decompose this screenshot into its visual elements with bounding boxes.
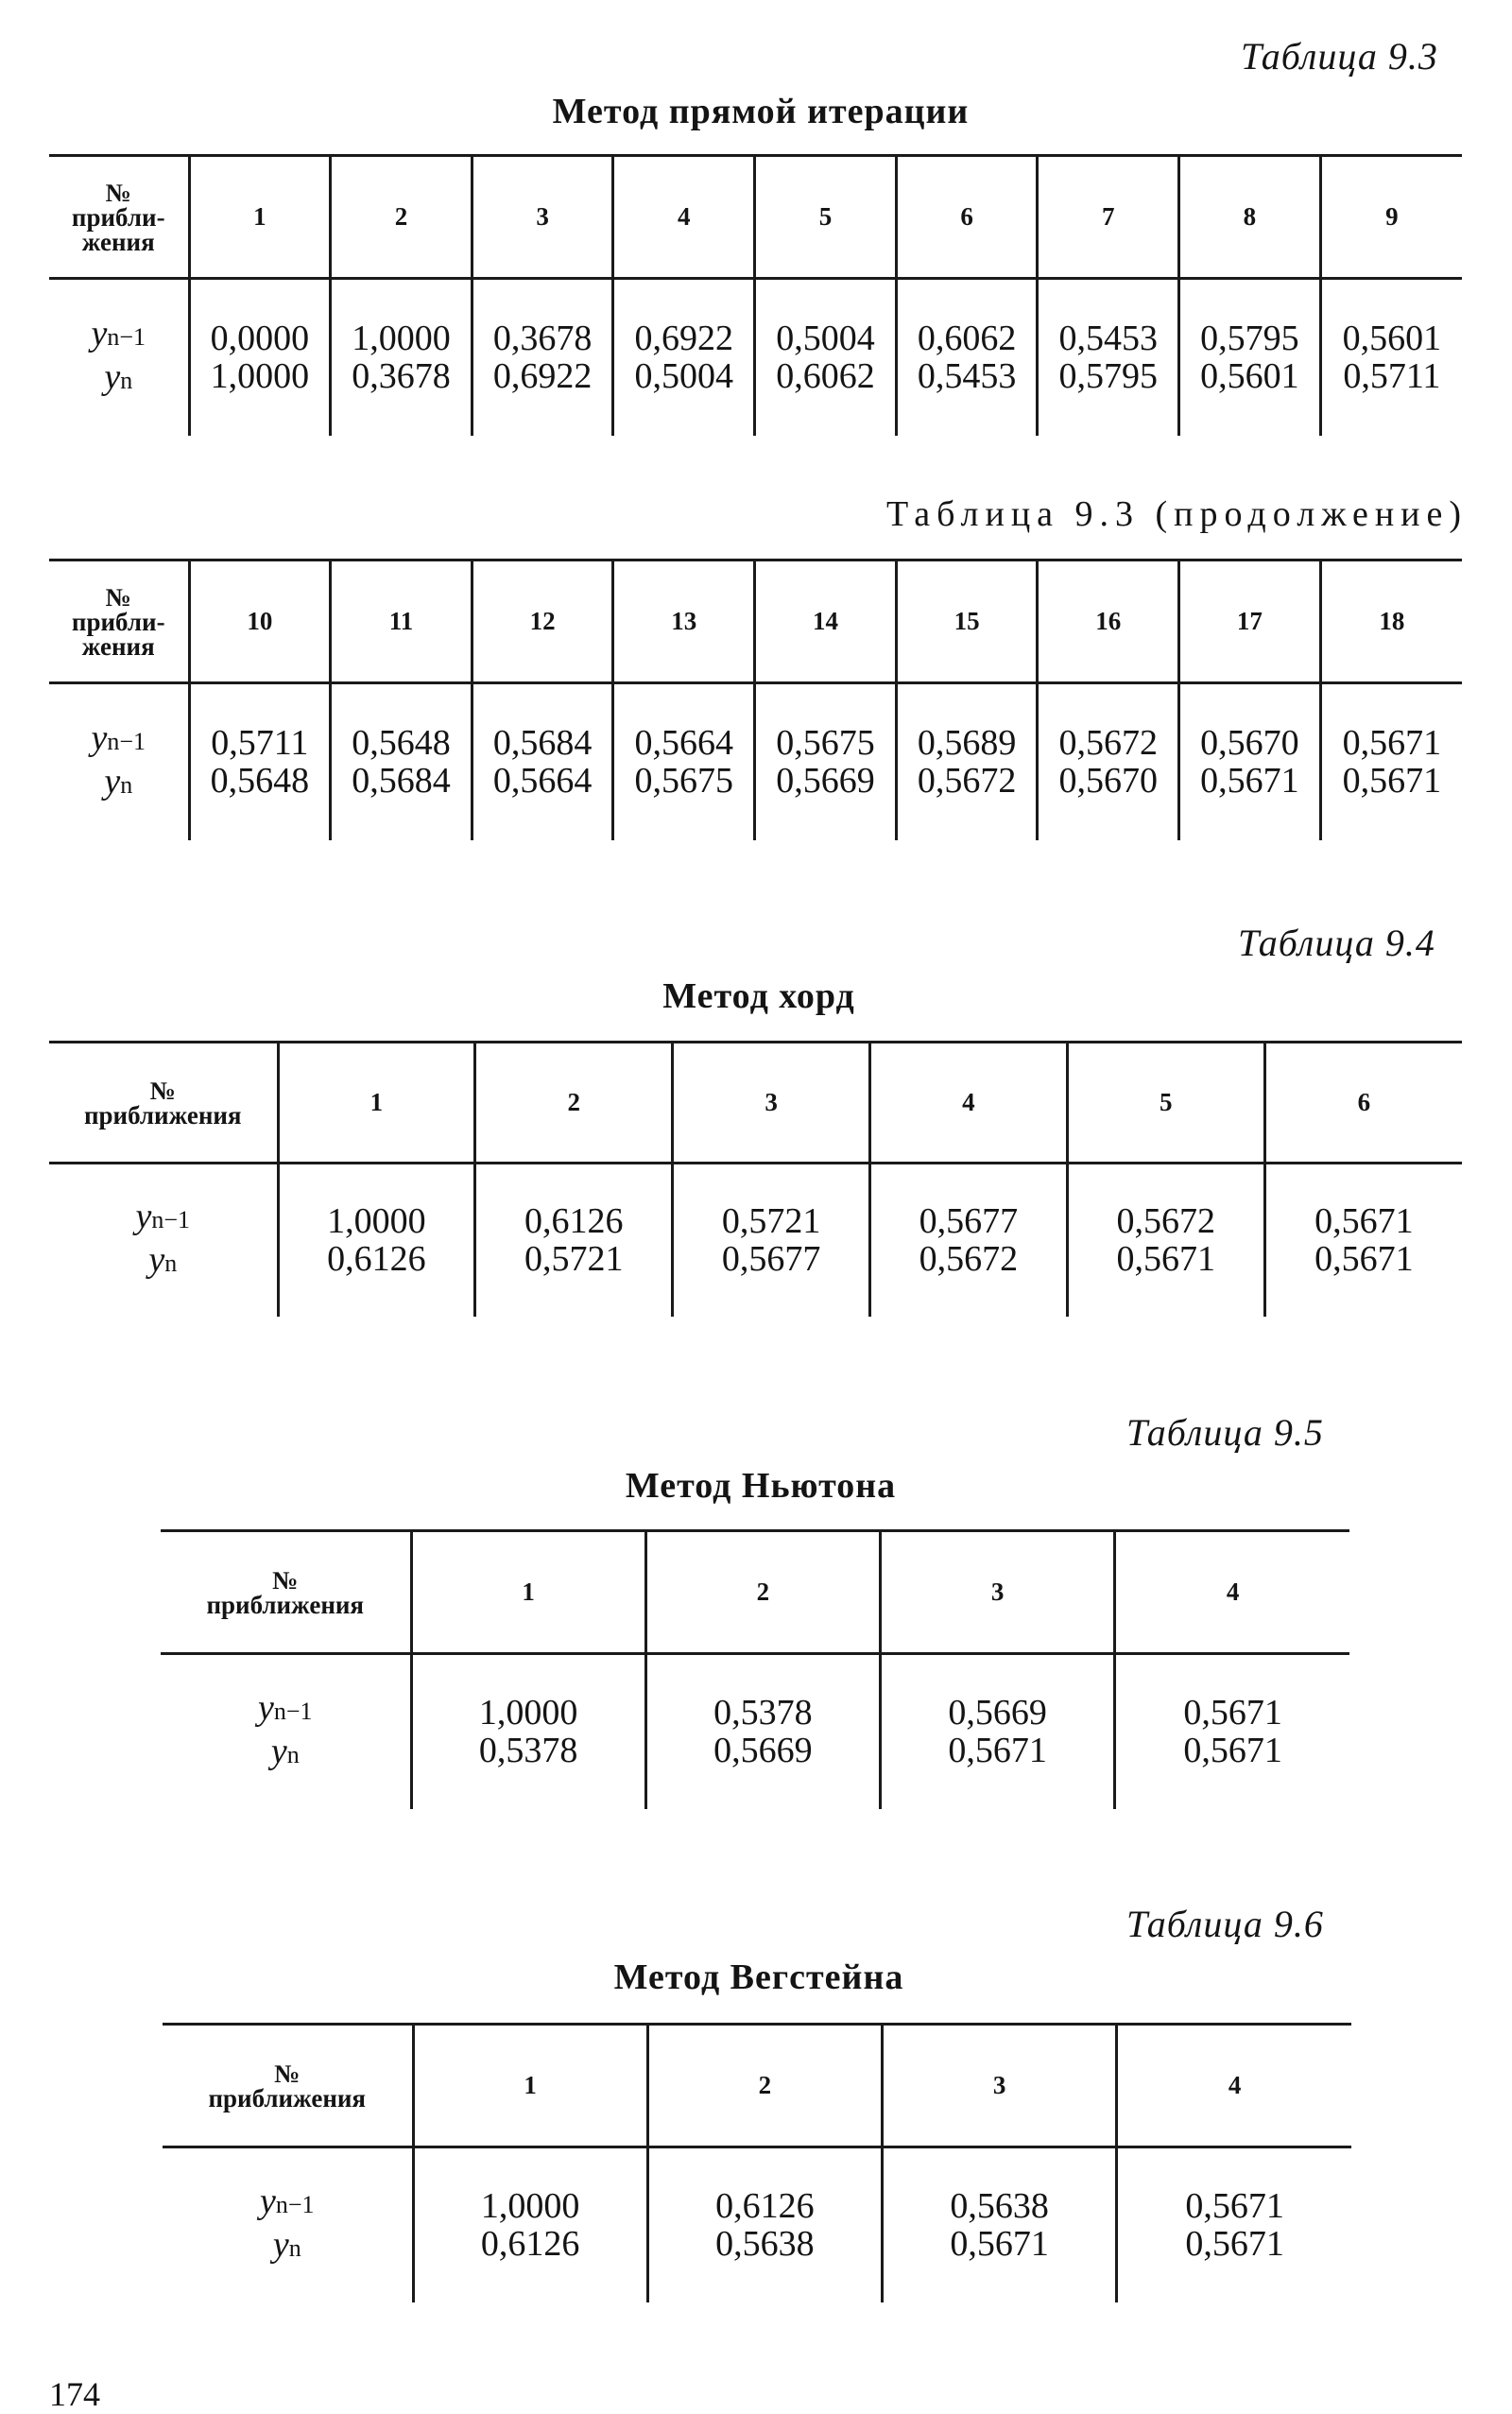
value-cur: 0,5721	[524, 1239, 624, 1280]
header-label-line: №	[149, 1076, 176, 1105]
value-cell	[413, 2147, 647, 2302]
value-cur: 0,5648	[210, 761, 310, 802]
row-label-symbol: y	[259, 2181, 276, 2222]
value-cur: 0,5684	[352, 761, 451, 802]
value-cell	[1179, 683, 1321, 840]
header-label-line: жения	[81, 227, 155, 256]
column-number: 4	[613, 156, 755, 279]
row-label	[161, 1732, 410, 1775]
header-label-line: приближения	[208, 2083, 367, 2112]
value-cur: 0,5638	[715, 2224, 815, 2265]
value-cell	[613, 683, 755, 840]
row-label-subscript: n	[120, 367, 133, 395]
header-label	[49, 560, 189, 683]
column-number: 3	[883, 2025, 1117, 2147]
value-cur: 0,5795	[1058, 356, 1159, 397]
value-cur: 0,6126	[480, 2224, 580, 2265]
value-cell	[755, 279, 897, 436]
column-number: 3	[673, 1043, 870, 1164]
value-prev: 0,5004	[776, 319, 875, 359]
value-cell	[645, 1654, 880, 1809]
value-cur: 0,5672	[917, 761, 1017, 802]
column-number: 18	[1320, 560, 1462, 683]
column-number: 1	[411, 1531, 645, 1654]
header-label	[163, 2025, 413, 2147]
row-label-subscript: n	[164, 1250, 178, 1278]
table-caption: Таблица 9.4	[1238, 922, 1435, 964]
value-cur: 0,5378	[478, 1731, 578, 1771]
row-label-subscript: n	[120, 771, 133, 800]
column-number: 14	[755, 560, 897, 683]
header-label	[49, 1043, 278, 1164]
value-prev: 0,5648	[352, 723, 451, 764]
value-cur: 0,5670	[1058, 761, 1159, 802]
column-number: 1	[189, 156, 331, 279]
column-number: 16	[1038, 560, 1179, 683]
row-label	[49, 718, 188, 762]
table-direct-iteration-continued	[49, 559, 1462, 840]
value-cur: 0,5671	[1185, 2224, 1284, 2265]
header-label-line: приближения	[206, 1590, 365, 1619]
value-cell	[278, 1164, 475, 1317]
value-cur: 0,5671	[1314, 1239, 1414, 1280]
table-title: Метод Вегстейна	[613, 1957, 904, 1997]
row-label-subscript: n−1	[107, 728, 146, 756]
value-prev: 0,5711	[211, 723, 309, 764]
row-label	[49, 357, 188, 401]
value-cur: 0,5711	[1343, 356, 1441, 397]
value-cell	[189, 683, 331, 840]
row-label-symbol: y	[135, 1197, 152, 1237]
value-prev: 0,6126	[524, 1201, 624, 1242]
header-label-line: прибли-	[71, 202, 165, 232]
value-cell	[896, 279, 1038, 436]
header-label-line: прибли-	[71, 607, 165, 636]
row-label	[163, 2181, 412, 2225]
column-number: 2	[475, 1043, 673, 1164]
column-number: 13	[613, 560, 755, 683]
value-prev: 0,5677	[919, 1201, 1019, 1242]
row-label	[163, 2225, 412, 2268]
value-cell	[331, 279, 472, 436]
value-cur: 0,5671	[950, 2224, 1049, 2265]
column-number: 1	[413, 2025, 647, 2147]
table-chord-method	[49, 1041, 1462, 1317]
value-prev: 1,0000	[352, 319, 451, 359]
value-prev: 0,5378	[713, 1693, 813, 1733]
value-cell	[475, 1164, 673, 1317]
value-prev: 0,5721	[721, 1201, 821, 1242]
value-cell	[472, 683, 613, 840]
value-prev: 0,5795	[1200, 319, 1299, 359]
table-caption: Таблица 9.3 (продолжение)	[886, 494, 1469, 534]
value-prev: 0,5671	[1185, 2186, 1284, 2227]
value-cur: 0,3678	[352, 356, 451, 397]
table-direct-iteration	[49, 154, 1462, 436]
row-labels	[163, 2147, 413, 2302]
value-cell	[647, 2147, 882, 2302]
value-cur: 0,5671	[1116, 1239, 1215, 1280]
column-number: 11	[331, 560, 472, 683]
value-cell	[472, 279, 613, 436]
column-number: 15	[896, 560, 1038, 683]
value-prev: 0,5671	[1342, 723, 1442, 764]
value-cell	[755, 683, 897, 840]
value-prev: 0,5670	[1200, 723, 1299, 764]
row-label-subscript: n−1	[273, 1698, 313, 1726]
value-cur: 0,5669	[713, 1731, 813, 1771]
value-prev: 0,5671	[1314, 1201, 1414, 1242]
value-prev: 0,5675	[776, 723, 875, 764]
column-number: 7	[1038, 156, 1179, 279]
column-number: 2	[645, 1531, 880, 1654]
value-cur: 0,5677	[721, 1239, 821, 1280]
row-label-subscript: n−1	[275, 2191, 315, 2219]
value-cell	[1179, 279, 1321, 436]
table-wegstein-method	[163, 2023, 1351, 2302]
table-caption: Таблица 9.6	[1126, 1903, 1324, 1945]
table-caption: Таблица 9.5	[1126, 1411, 1324, 1454]
column-number: 10	[189, 560, 331, 683]
row-label	[49, 1197, 277, 1240]
column-number: 2	[647, 2025, 882, 2147]
value-prev: 0,5689	[917, 723, 1017, 764]
value-cell	[1320, 279, 1462, 436]
value-cur: 0,5664	[492, 761, 593, 802]
value-cur: 0,5675	[634, 761, 734, 802]
value-cur: 0,6922	[492, 356, 593, 397]
header-label-line: №	[274, 2059, 301, 2088]
row-label-symbol: y	[91, 718, 108, 759]
row-label-symbol: y	[104, 357, 121, 398]
value-cell	[331, 683, 472, 840]
header-label-line: №	[105, 178, 131, 207]
column-number: 6	[896, 156, 1038, 279]
row-label-symbol: y	[104, 762, 121, 802]
value-prev: 0,3678	[492, 319, 593, 359]
column-number: 3	[472, 156, 613, 279]
value-prev: 0,5453	[1058, 319, 1159, 359]
value-cell	[613, 279, 755, 436]
value-cur: 0,5004	[634, 356, 734, 397]
value-cur: 1,0000	[210, 356, 310, 397]
column-number: 4	[1117, 2025, 1351, 2147]
value-cell	[189, 279, 331, 436]
value-cell	[1264, 1164, 1462, 1317]
value-prev: 1,0000	[478, 1693, 578, 1733]
value-cur: 0,5669	[776, 761, 875, 802]
value-cell	[869, 1164, 1067, 1317]
table-caption: Таблица 9.3	[1241, 35, 1438, 78]
value-prev: 0,6062	[917, 319, 1017, 359]
value-prev: 0,0000	[210, 319, 310, 359]
header-label-line: приближения	[83, 1100, 242, 1129]
column-number: 4	[869, 1043, 1067, 1164]
row-label-symbol: y	[270, 1732, 287, 1772]
header-label-line: №	[105, 582, 131, 612]
value-prev: 0,6922	[634, 319, 734, 359]
table-title: Метод хорд	[662, 976, 855, 1016]
row-labels	[49, 683, 189, 840]
value-cell	[1115, 1654, 1349, 1809]
value-prev: 0,6126	[715, 2186, 815, 2227]
table-title: Метод прямой итерации	[552, 92, 970, 131]
column-number: 8	[1179, 156, 1321, 279]
column-number: 12	[472, 560, 613, 683]
column-number: 1	[278, 1043, 475, 1164]
value-prev: 1,0000	[480, 2186, 580, 2227]
value-cur: 0,5672	[919, 1239, 1019, 1280]
value-prev: 0,5669	[948, 1693, 1047, 1733]
value-cell	[411, 1654, 645, 1809]
table-title: Метод Ньютона	[625, 1466, 897, 1506]
value-prev: 1,0000	[327, 1201, 426, 1242]
value-prev: 0,5601	[1342, 319, 1442, 359]
value-cur: 0,5671	[948, 1731, 1047, 1771]
row-labels	[161, 1654, 411, 1809]
row-label-symbol: y	[91, 314, 108, 354]
header-label	[49, 156, 189, 279]
value-cell	[1038, 279, 1179, 436]
value-cell	[883, 2147, 1117, 2302]
column-number: 4	[1115, 1531, 1349, 1654]
value-cur: 0,5601	[1200, 356, 1299, 397]
row-label-subscript: n	[288, 2234, 301, 2263]
column-number: 17	[1179, 560, 1321, 683]
value-cell	[673, 1164, 870, 1317]
column-number: 2	[331, 156, 472, 279]
value-prev: 0,5672	[1058, 723, 1159, 764]
column-number: 5	[755, 156, 897, 279]
value-cell	[881, 1654, 1115, 1809]
row-label-symbol: y	[257, 1688, 274, 1729]
value-prev: 0,5638	[950, 2186, 1049, 2227]
value-cur: 0,5671	[1342, 761, 1442, 802]
header-label-line: №	[272, 1565, 299, 1595]
row-label-symbol: y	[272, 2225, 289, 2266]
row-label-subscript: n−1	[151, 1206, 191, 1234]
value-cur: 0,6126	[327, 1239, 426, 1280]
header-label-line: жения	[81, 631, 155, 661]
page-number: 174	[49, 2375, 100, 2413]
value-cell	[1038, 683, 1179, 840]
row-labels	[49, 1164, 278, 1317]
value-prev: 0,5684	[492, 723, 593, 764]
row-label	[49, 1240, 277, 1284]
row-label	[161, 1688, 410, 1732]
value-cur: 0,5671	[1183, 1731, 1282, 1771]
header-label	[161, 1531, 411, 1654]
row-label-subscript: n−1	[107, 323, 146, 352]
row-label-symbol: y	[148, 1240, 165, 1281]
row-label	[49, 314, 188, 357]
column-number: 6	[1264, 1043, 1462, 1164]
row-label-subscript: n	[286, 1741, 300, 1769]
value-prev: 0,5664	[634, 723, 734, 764]
column-number: 3	[881, 1531, 1115, 1654]
column-number: 9	[1320, 156, 1462, 279]
table-newton-method	[161, 1529, 1349, 1809]
value-cell	[1117, 2147, 1351, 2302]
column-number: 5	[1067, 1043, 1264, 1164]
value-cell	[1320, 683, 1462, 840]
value-cur: 0,5671	[1200, 761, 1299, 802]
value-cell	[896, 683, 1038, 840]
row-labels	[49, 279, 189, 436]
value-cur: 0,6062	[776, 356, 875, 397]
row-label	[49, 762, 188, 805]
value-cell	[1067, 1164, 1264, 1317]
value-prev: 0,5671	[1183, 1693, 1282, 1733]
value-prev: 0,5672	[1116, 1201, 1215, 1242]
value-cur: 0,5453	[917, 356, 1017, 397]
